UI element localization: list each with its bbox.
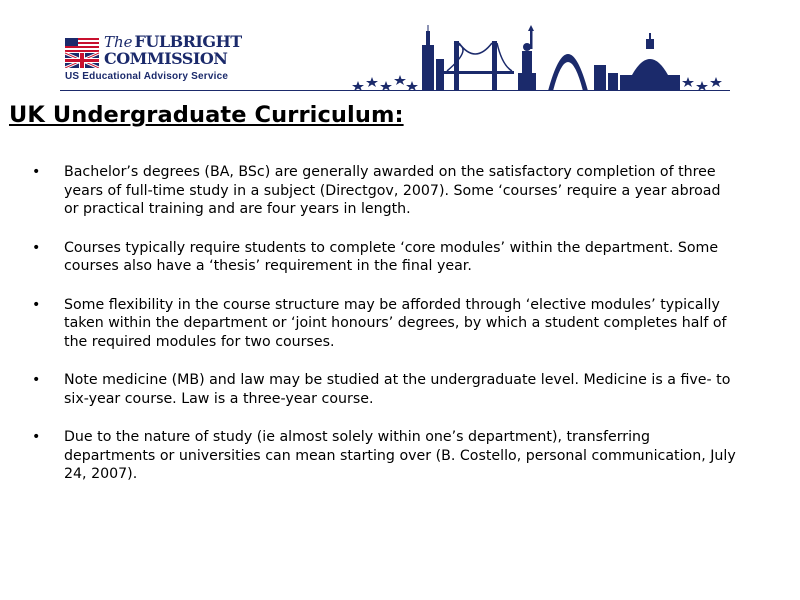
- bullet-marker: •: [32, 239, 41, 256]
- fulbright-logo: [104, 33, 242, 67]
- bullet-marker: •: [32, 296, 41, 313]
- star-icon: [352, 75, 418, 91]
- bullet-text: Due to the nature of study (ie almost solely within one’s department), transferring departments or universities can mean starting over (B. Costello, personal communication, July 24, 2007).: [64, 429, 736, 482]
- bullet-text: Bachelor’s degrees (BA, BSc) are generally awarded on the satisfactory completion of three years of full-time study in a subject (Directgov, 2007). Some ‘courses’ require a year abroad or practical training and are four years in length.: [64, 164, 721, 217]
- bullet-marker: •: [32, 372, 41, 388]
- bullet-text: Some flexibility in the course structure may be afforded through ‘elective modules’ typically taken within the department or ‘joint honours’ degrees, by which a student completes half of the required modules for two courses.: [64, 296, 727, 350]
- header-divider: [60, 90, 730, 91]
- header-banner: [0, 0, 800, 100]
- logo-commission: COMMISSION: [104, 49, 228, 68]
- logo-fulbright: FULBRIGHT: [134, 32, 242, 51]
- slide-title: UK Undergraduate Curriculum:: [9, 102, 404, 128]
- bullet-marker: •: [32, 164, 41, 180]
- bullet-list: [32, 163, 737, 504]
- bullet-item: [32, 371, 737, 408]
- bullet-text: Courses typically require students to complete ‘core modules’ within the department. Some courses also have a ‘thesis’ requirement in the final year.: [64, 239, 719, 274]
- bullet-item: [32, 239, 737, 276]
- logo-the: The: [104, 33, 133, 51]
- bullet-text: Note medicine (MB) and law may be studied at the undergraduate level. Medicine is a five- to six-year course. Law is a three-year course.: [64, 372, 731, 407]
- bullet-item: [32, 428, 737, 484]
- bullet-item: [32, 163, 737, 219]
- us-uk-flag-icon: [65, 38, 99, 68]
- logo-subtitle: US Educational Advisory Service: [65, 71, 229, 82]
- bullet-item: [32, 296, 737, 352]
- skyline-illustration: [350, 25, 730, 91]
- bullet-marker: •: [32, 429, 41, 445]
